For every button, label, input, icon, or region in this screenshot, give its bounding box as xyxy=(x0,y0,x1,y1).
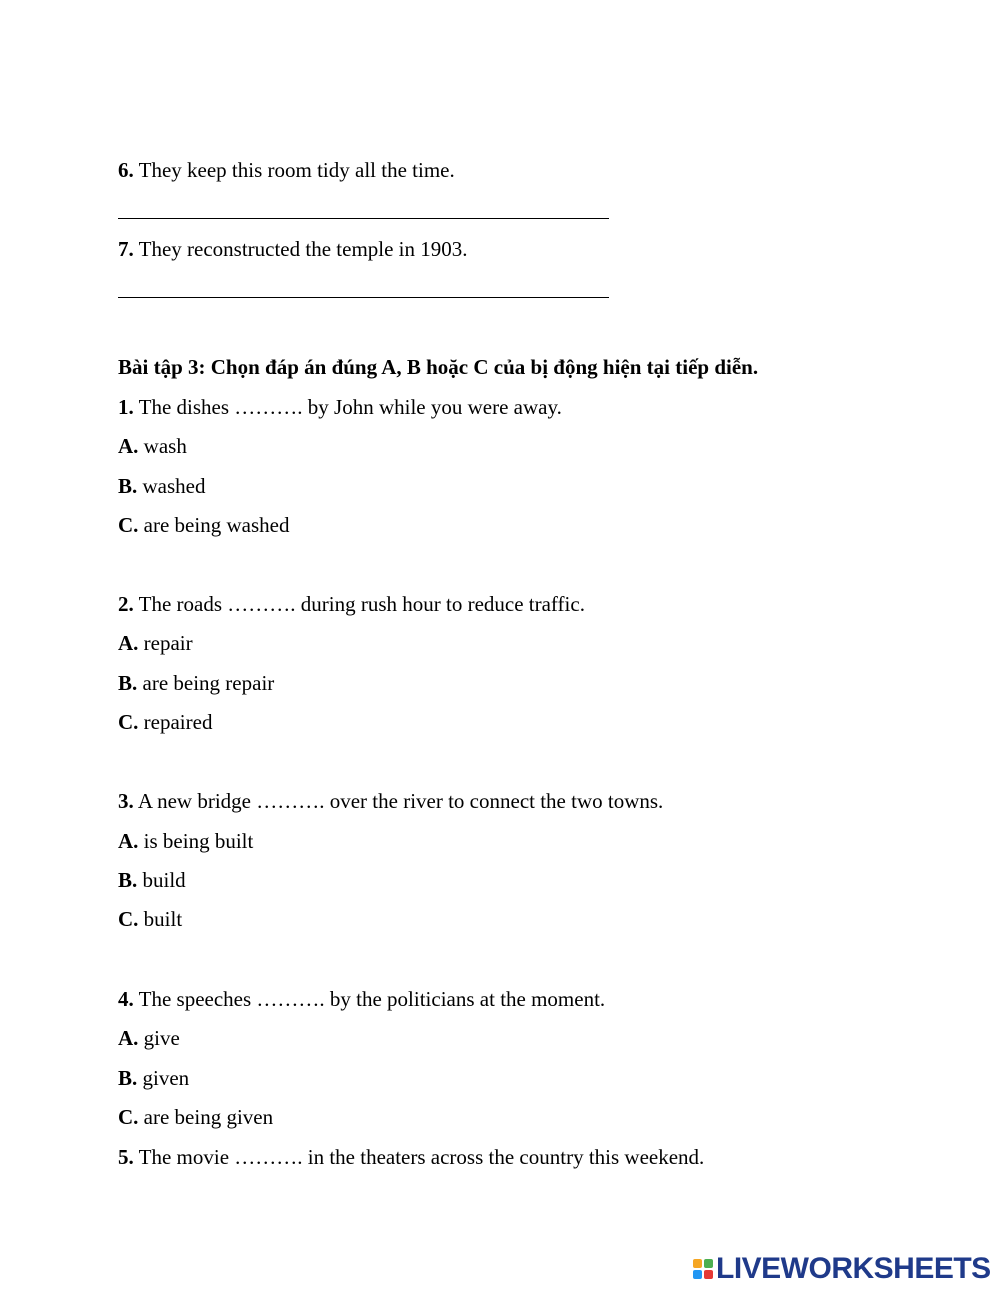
question-2 xyxy=(118,594,585,615)
question-5 xyxy=(118,1147,704,1168)
question-3 xyxy=(118,791,663,812)
option-text: are being given xyxy=(138,1105,274,1129)
option-c[interactable] xyxy=(118,909,182,930)
option-letter: A. xyxy=(118,1026,139,1050)
option-text: built xyxy=(138,907,183,931)
option-text: is being built xyxy=(138,829,254,853)
question-number: 4. xyxy=(118,987,134,1011)
option-a[interactable] xyxy=(118,633,193,654)
liveworksheets-logo xyxy=(693,1252,991,1285)
prev-item-7 xyxy=(118,239,468,260)
question-text: The dishes ………. by John while you were away. xyxy=(133,395,562,419)
item-number: 7. xyxy=(118,237,134,261)
question-number: 2. xyxy=(118,592,134,616)
question-number: 1. xyxy=(118,395,134,419)
option-b[interactable] xyxy=(118,476,206,497)
item-text: They reconstructed the temple in 1903. xyxy=(133,237,468,261)
option-text: repaired xyxy=(138,710,213,734)
icon-square xyxy=(693,1259,702,1268)
option-b[interactable] xyxy=(118,673,274,694)
option-letter: C. xyxy=(118,907,139,931)
question-text: The speeches ………. by the politicians at the moment. xyxy=(133,987,606,1011)
question-4 xyxy=(118,989,605,1010)
option-b[interactable] xyxy=(118,870,186,891)
option-text: given xyxy=(137,1066,190,1090)
exercise-heading: Bài tập 3: Chọn đáp án đúng A, B hoặc C của bị động hiện tại tiếp diễn. xyxy=(118,355,759,379)
option-text: washed xyxy=(137,474,206,498)
option-text: wash xyxy=(138,434,187,458)
option-text: are being repair xyxy=(137,671,275,695)
question-text: A new bridge ………. over the river to connect the two towns. xyxy=(133,789,664,813)
answer-blank-line[interactable] xyxy=(118,218,609,219)
option-letter: B. xyxy=(118,671,138,695)
option-c[interactable] xyxy=(118,1107,273,1128)
icon-square xyxy=(693,1270,702,1279)
question-1 xyxy=(118,397,562,418)
option-letter: C. xyxy=(118,710,139,734)
option-text: repair xyxy=(138,631,193,655)
answer-blank-line[interactable] xyxy=(118,297,609,298)
item-number: 6. xyxy=(118,158,134,182)
option-a[interactable] xyxy=(118,436,187,457)
question-number: 3. xyxy=(118,789,134,813)
icon-square xyxy=(704,1270,713,1279)
option-letter: B. xyxy=(118,474,138,498)
item-text: They keep this room tidy all the time. xyxy=(133,158,455,182)
option-letter: C. xyxy=(118,1105,139,1129)
option-letter: A. xyxy=(118,829,139,853)
option-a[interactable] xyxy=(118,831,253,852)
option-c[interactable] xyxy=(118,515,289,536)
liveworksheets-icon xyxy=(693,1259,713,1279)
option-letter: B. xyxy=(118,868,138,892)
option-letter: C. xyxy=(118,513,139,537)
option-c[interactable] xyxy=(118,712,212,733)
question-text: The movie ………. in the theaters across the country this weekend. xyxy=(133,1145,705,1169)
option-text: give xyxy=(138,1026,180,1050)
icon-square xyxy=(704,1259,713,1268)
option-text: build xyxy=(137,868,186,892)
option-letter: A. xyxy=(118,631,139,655)
option-letter: B. xyxy=(118,1066,138,1090)
option-b[interactable] xyxy=(118,1068,189,1089)
option-a[interactable] xyxy=(118,1028,180,1049)
prev-item-6 xyxy=(118,160,455,181)
option-letter: A. xyxy=(118,434,139,458)
question-text: The roads ………. during rush hour to reduce traffic. xyxy=(133,592,585,616)
question-number: 5. xyxy=(118,1145,134,1169)
option-text: are being washed xyxy=(138,513,290,537)
brand-text: LIVEWORKSHEETS xyxy=(716,1252,991,1285)
